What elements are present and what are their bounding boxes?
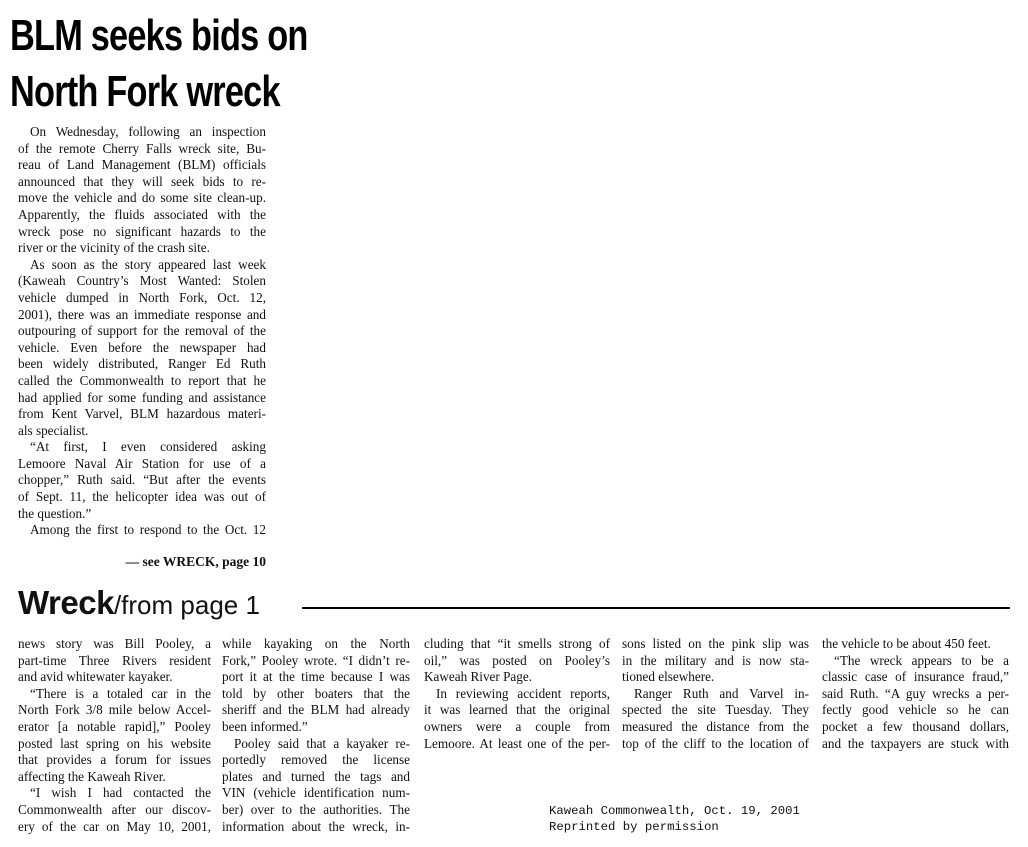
text-line: “The wreck appears to be a	[834, 652, 1009, 668]
text-line: Among the first to respond to the Oct. 12	[30, 522, 266, 538]
text-line: called the Commonwealth to report that he	[18, 372, 266, 388]
continuation-column	[622, 636, 809, 752]
text-line: spected the site Tuesday. They	[622, 702, 809, 718]
text-line: Ranger Ruth and Varvel in-	[634, 685, 809, 701]
text-line: in the military and is now sta-	[622, 652, 809, 668]
text-line: been informed.”	[222, 718, 308, 734]
text-line: reau of Land Management (BLM) officials	[18, 157, 266, 173]
text-line: wreck pose no significant hazards to the	[18, 223, 266, 239]
text-line: move the vehicle and do some site clean-up.	[18, 190, 266, 206]
text-line: sheriff and the BLM had already	[222, 702, 410, 718]
text-line: Pooley said that a kayaker re-	[234, 735, 410, 751]
caption-line: Kaweah Commonwealth, Oct. 19, 2001	[549, 804, 800, 818]
text-line: (Kaweah Country’s Most Wanted: Stolen	[18, 273, 266, 289]
text-line: On Wednesday, following an inspection	[30, 124, 266, 139]
text-line: and the taxpayers are stuck with	[822, 735, 1009, 751]
text-line: Fork,” Pooley wrote. “I didn’t re-	[222, 652, 410, 668]
text-line: “At first, I even considered asking	[30, 439, 266, 455]
text-line: sons listed on the pink slip was	[622, 636, 809, 651]
text-line: it was learned that the original	[424, 702, 610, 718]
text-line: river or the vicinity of the crash site.	[18, 240, 210, 256]
jump-line: — see WRECK, page 10	[125, 554, 266, 569]
text-line: vehicle dumped in North Fork, Oct. 12,	[18, 289, 266, 305]
text-line: the vehicle to be about 450 feet.	[822, 636, 991, 651]
text-line: from Kent Varvel, BLM hazardous materi-	[18, 406, 266, 422]
text-line: In reviewing accident reports,	[436, 685, 610, 701]
headline-line: North Fork wreck	[10, 67, 280, 116]
text-line: vehicle. Even before the newspaper had	[18, 339, 266, 355]
text-line: the question.”	[18, 505, 92, 521]
text-line: plates and turned the tags and	[222, 768, 410, 784]
continuation-title: Wreck	[18, 584, 114, 621]
continuation-column	[222, 636, 410, 835]
text-line: while kayaking on the North	[222, 636, 410, 651]
text-line: cluding that “it smells strong of	[424, 636, 610, 651]
text-line: 2001), there was an immediate response and	[18, 306, 266, 322]
text-line: of the remote Cherry Falls wreck site, Bu-	[18, 140, 266, 156]
text-line: said Ruth. “A guy wrecks a per-	[822, 685, 1009, 701]
continuation-column	[18, 636, 211, 835]
text-line: and avid whitewater kayaker.	[18, 669, 173, 685]
text-line: port it at the time because I was	[222, 669, 410, 685]
text-line: information about the wreck, in-	[222, 818, 410, 834]
text-line: “I wish I had contacted the	[30, 785, 211, 801]
text-line: affecting the Kaweah River.	[18, 768, 166, 784]
heading-rule	[302, 607, 1010, 609]
text-line: measured the distance from the	[622, 718, 809, 734]
text-line: fectly good vehicle so he can	[822, 702, 1009, 718]
text-line: Commonwealth after our discov-	[18, 801, 211, 817]
text-line: Kaweah River Page.	[424, 669, 533, 685]
headline-line: BLM seeks bids on	[10, 11, 308, 60]
text-line: portedly removed the license	[222, 752, 410, 768]
continuation-column	[424, 636, 610, 752]
text-line: As soon as the story appeared last week	[30, 256, 266, 272]
text-line: had applied for some funding and assistance	[18, 389, 266, 405]
text-line: North Fork 3/8 mile below Accel-	[18, 702, 211, 718]
text-line: announced that they will seek bids to re-	[18, 173, 266, 189]
text-line: news story was Bill Pooley, a	[18, 636, 211, 651]
text-line: top of the cliff to the location of	[622, 735, 809, 751]
top-article-body	[18, 124, 266, 539]
text-line: VIN (vehicle identification num-	[222, 785, 410, 801]
text-line: ber) over to the authorities. The	[222, 801, 410, 817]
text-line: that provides a forum for issues	[18, 752, 211, 768]
text-line: ery of the car on May 10, 2001,	[18, 818, 211, 834]
text-line: told by other boaters that the	[222, 685, 410, 701]
text-line: been widely distributed, Ranger Ed Ruth	[18, 356, 266, 372]
text-line: outpouring of support for the removal of the	[18, 323, 266, 339]
continuation-column	[822, 636, 1009, 752]
caption-line: Reprinted by permission	[549, 820, 719, 834]
text-line: Lemoore Naval Air Station for use of a	[18, 455, 266, 471]
text-line: owners were a couple from	[424, 718, 610, 734]
text-line: Apparently, the fluids associated with the	[18, 206, 266, 222]
text-line: of Sept. 11, the helicopter idea was out of	[18, 489, 266, 505]
text-line: classic case of insurance fraud,”	[822, 669, 1009, 685]
text-line: posted last spring on his website	[18, 735, 211, 751]
continuation-from: /from page 1	[113, 590, 260, 620]
text-line: “There is a totaled car in the	[30, 685, 211, 701]
text-line: part-time Three Rivers resident	[18, 652, 211, 668]
text-line: tioned elsewhere.	[622, 669, 715, 685]
text-line: Lemoore. At least one of the per-	[424, 735, 610, 751]
text-line: chopper,” Ruth said. “But after the events	[18, 472, 266, 488]
text-line: als specialist.	[18, 422, 89, 438]
continuation-heading	[18, 584, 260, 622]
text-line: oil,” was posted on Pooley’s	[424, 652, 610, 668]
source-caption	[549, 803, 800, 835]
headline	[10, 8, 308, 120]
text-line: erator [a notable rapid],” Pooley	[18, 718, 211, 734]
text-line: pocket a few thousand dollars,	[822, 718, 1009, 734]
